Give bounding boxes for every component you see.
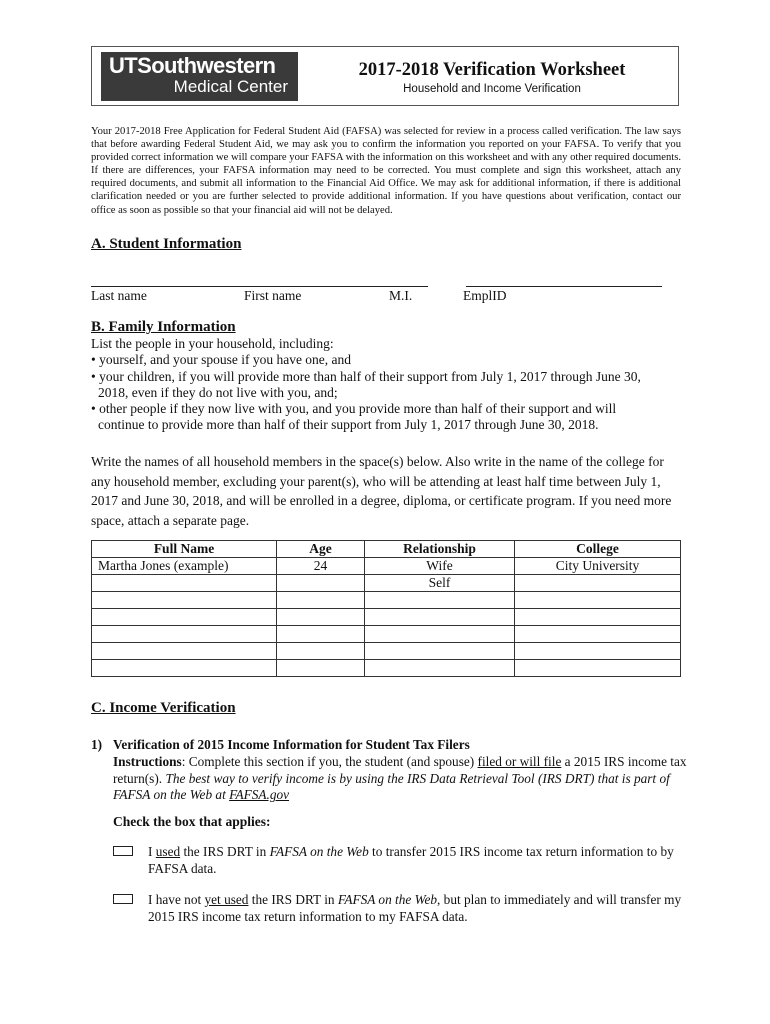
instructions-label: Instructions xyxy=(113,753,182,769)
fafsa-gov-link[interactable]: FAFSA.gov xyxy=(229,787,290,803)
student-name-line[interactable] xyxy=(91,286,428,287)
emplid-label: EmplID xyxy=(463,288,507,303)
question-1 xyxy=(91,737,691,804)
cell-college[interactable] xyxy=(515,592,681,609)
household-instructions xyxy=(91,336,691,434)
cell-name[interactable] xyxy=(92,575,277,592)
section-c-title: C. Income Verification xyxy=(91,700,236,716)
intro-paragraph: Your 2017-2018 Free Application for Federal Student Aid (FAFSA) was selected for review in a process called verification. The law says that before awarding Federal Student Aid, we may ask you to confirm the information you reported on your FAFSA. To verify that you provided correct information we will compare your FAFSA with the information on this worksheet and with any other required documents. If there are differences, your FAFSA information may need to be corrected. You must complete and sign this worksheet, attach any required documents, and submit all information to the Financial Aid Office. We may ask for additional information, if there is additional clarification needed or you are further selected to provide additional information. If you have questions about verification, contact our office as soon as possible so that your financial aid will not be delayed. xyxy=(91,126,681,216)
table-row[interactable] xyxy=(92,575,681,592)
question-1-heading: Verification of 2015 Income Information for Student Tax Filers xyxy=(113,737,470,752)
bullet-children-2: 2018, even if they do not live with you, and; xyxy=(98,384,338,400)
bullet-others-1: • other people if they now live with you, and you provide more than half of their support and will xyxy=(91,401,617,417)
table-row[interactable] xyxy=(92,609,681,626)
question-1-body xyxy=(113,737,691,804)
table-row[interactable] xyxy=(92,660,681,677)
page-title: 2017-2018 Verification Worksheet xyxy=(358,60,626,80)
table-row[interactable] xyxy=(92,592,681,609)
cell-college[interactable] xyxy=(515,575,681,592)
cell-relationship[interactable] xyxy=(365,643,515,660)
logo-line-2: Medical Center xyxy=(173,77,288,96)
cell-age: 24 xyxy=(277,558,365,575)
option-used-drt-text: I used the IRS DRT in FAFSA on the Web to transfer 2015 IRS income tax return information to by FAFSA data. xyxy=(148,844,674,876)
title-box xyxy=(306,47,678,105)
document-header xyxy=(91,46,679,106)
cell-relationship[interactable] xyxy=(365,626,515,643)
cell-relationship[interactable] xyxy=(365,660,515,677)
middle-initial-label: M.I. xyxy=(389,288,413,303)
cell-age[interactable] xyxy=(277,643,365,660)
option-not-yet-used-checkbox[interactable] xyxy=(113,894,133,904)
table-row[interactable] xyxy=(92,643,681,660)
table-header-row xyxy=(92,541,681,558)
col-college: College xyxy=(515,541,681,558)
cell-name[interactable] xyxy=(92,660,277,677)
bullet-self: • yourself, and your spouse if you have one, and xyxy=(91,352,352,368)
table-row[interactable] xyxy=(92,626,681,643)
instructions-text: Instructions: Complete this section if you, the student (and spouse) filed or will file a 2015 IRS income tax return(s). The best way to verify income is by using the IRS Data Retrieval Tool (IRS DRT) that is part of FAFSA on the Web at FAFSA.gov xyxy=(113,753,687,803)
check-box-heading: Check the box that applies: xyxy=(113,814,271,829)
option-used-drt-checkbox[interactable] xyxy=(113,846,133,856)
col-relationship: Relationship xyxy=(365,541,515,558)
last-name-label: Last name xyxy=(91,288,147,303)
cell-name: Martha Jones (example) xyxy=(92,558,277,575)
household-table xyxy=(91,540,681,677)
write-names-paragraph: Write the names of all household members in the space(s) below. Also write in the name of the college for any household member, excluding your parent(s), who will be attending at least half time between July 1, 2017 and June 30, 2018, and will be enrolled in a degree, diploma, or certificate program. If you need more space, attach a separate page. xyxy=(91,454,672,528)
cell-age[interactable] xyxy=(277,660,365,677)
cell-college[interactable] xyxy=(515,609,681,626)
cell-college[interactable] xyxy=(515,643,681,660)
cell-name[interactable] xyxy=(92,592,277,609)
section-b-title: B. Family Information xyxy=(91,319,236,335)
question-number: 1) xyxy=(91,737,103,752)
page-subtitle: Household and Income Verification xyxy=(403,83,581,95)
option-not-yet-used-text: I have not yet used the IRS DRT in FAFSA on the Web, but plan to immediately and will transfer my 2015 IRS income tax return information to my FAFSA data. xyxy=(148,892,682,924)
cell-age[interactable] xyxy=(277,626,365,643)
cell-name[interactable] xyxy=(92,643,277,660)
cell-college[interactable] xyxy=(515,660,681,677)
cell-name[interactable] xyxy=(92,626,277,643)
cell-age[interactable] xyxy=(277,592,365,609)
cell-age[interactable] xyxy=(277,575,365,592)
cell-name[interactable] xyxy=(92,609,277,626)
bullet-children-1: • your children, if you will provide more than half of their support from July 1, 2017 through June 30, xyxy=(91,368,641,384)
list-intro: List the people in your household, including: xyxy=(91,336,334,351)
filed-will-file: filed or will file xyxy=(477,753,562,769)
cell-college: City University xyxy=(515,558,681,575)
col-full-name: Full Name xyxy=(92,541,277,558)
table-row xyxy=(92,558,681,575)
cell-relationship[interactable] xyxy=(365,609,515,626)
cell-age[interactable] xyxy=(277,609,365,626)
first-name-label: First name xyxy=(244,288,302,303)
cell-relationship: Wife xyxy=(365,558,515,575)
cell-relationship[interactable]: Self xyxy=(365,575,515,592)
cell-relationship[interactable] xyxy=(365,592,515,609)
bullet-others-2: continue to provide more than half of their support from July 1, 2017 through June 30, 2018. xyxy=(98,417,599,433)
section-a-title: A. Student Information xyxy=(91,236,242,252)
emplid-line[interactable] xyxy=(466,286,662,287)
cell-college[interactable] xyxy=(515,626,681,643)
col-age: Age xyxy=(277,541,365,558)
logo-line-1: UTSouthwestern xyxy=(109,53,276,78)
ut-southwestern-logo xyxy=(101,52,298,101)
